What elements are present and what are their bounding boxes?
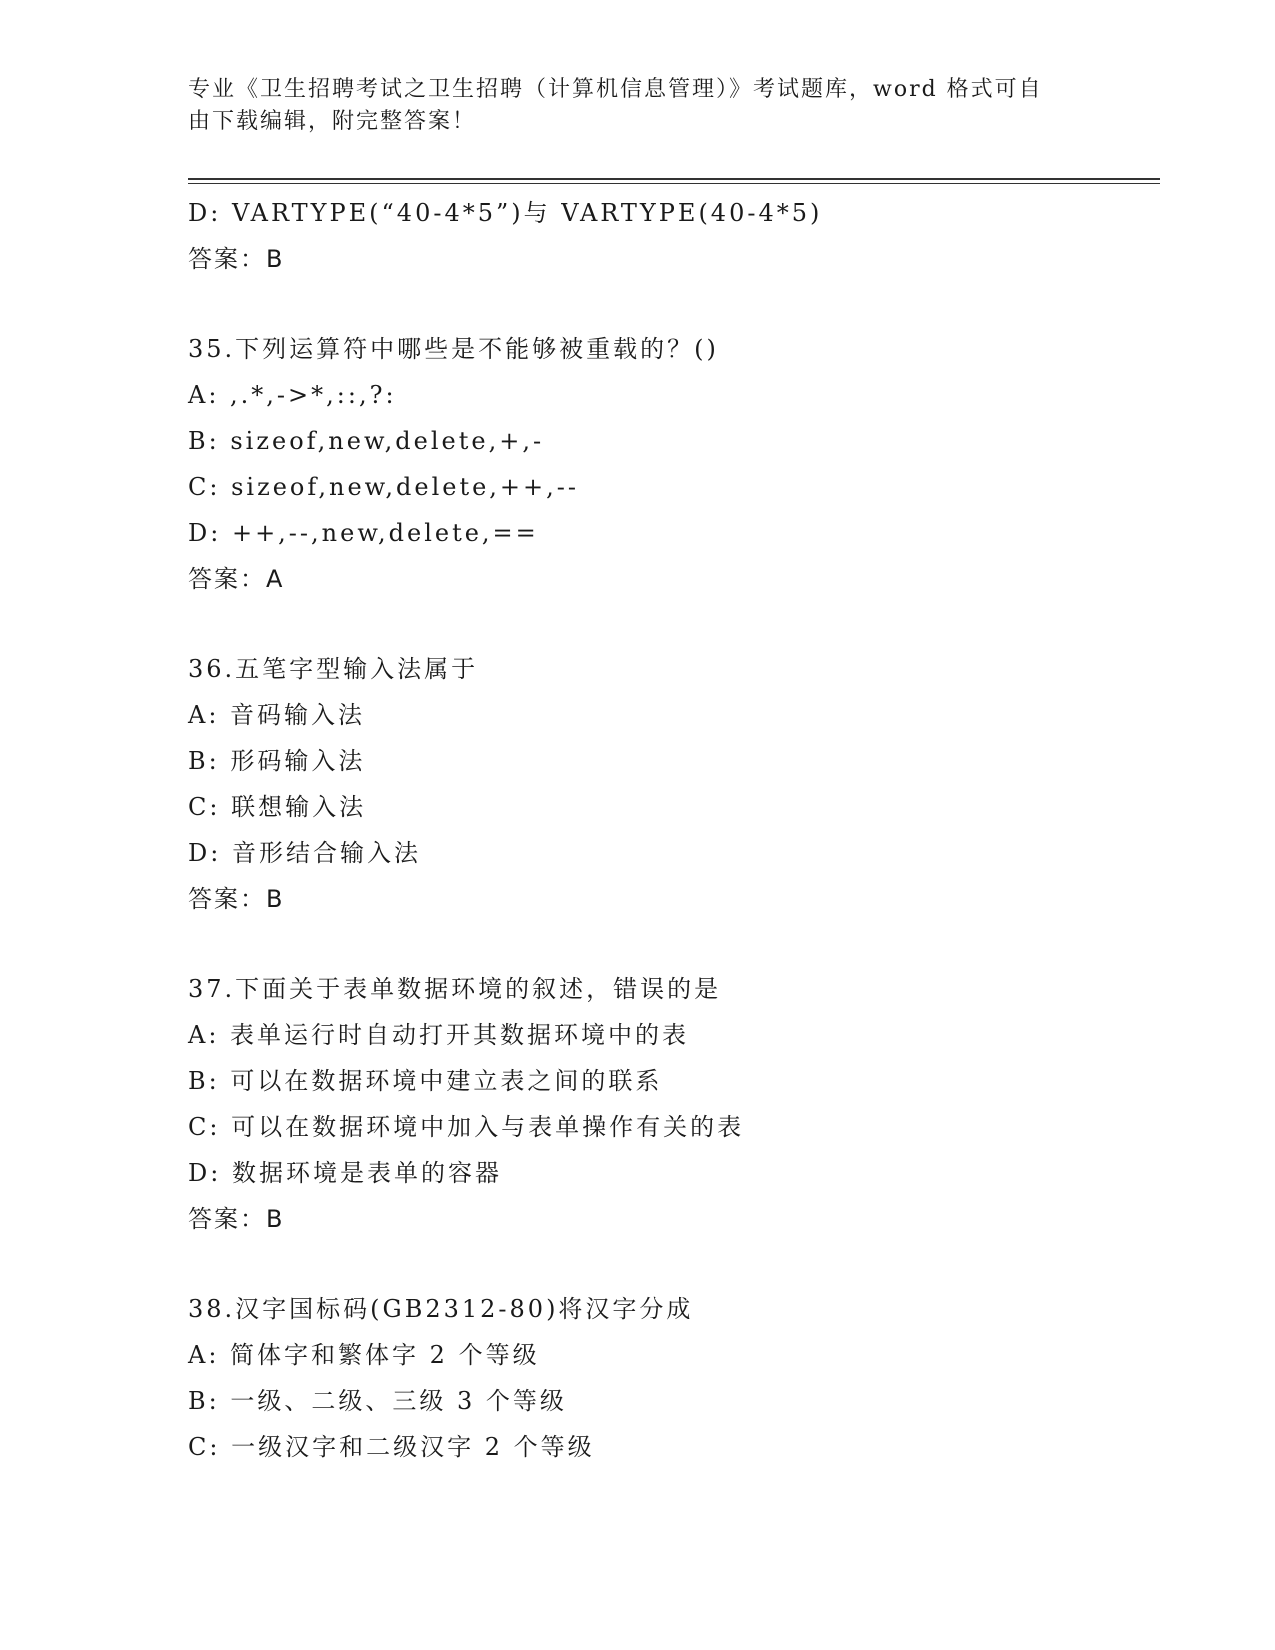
answer-line: 答案：A xyxy=(188,565,285,593)
header-line-1: 专业《卫生招聘考试之卫生招聘（计算机信息管理）》考试题库，word 格式可自 xyxy=(188,77,1043,102)
question-stem: 36.五笔字型输入法属于 xyxy=(188,655,479,683)
previous-question-tail xyxy=(188,190,1148,282)
answer-line: 答案：B xyxy=(188,1205,285,1233)
question-stem: 37.下面关于表单数据环境的叙述，错误的是 xyxy=(188,975,722,1003)
header-line-2: 由下载编辑，附完整答案！ xyxy=(188,109,477,134)
option-c: C: 联想输入法 xyxy=(188,793,367,821)
option-b: B: 形码输入法 xyxy=(188,747,366,775)
option-d: D: ++,--,new,delete,== xyxy=(188,519,539,547)
option-c: C: sizeof,new,delete,++,-- xyxy=(188,473,579,501)
answer-line: 答案：B xyxy=(188,885,285,913)
option-d: D: VARTYPE(“40-4*5”)与 VARTYPE(40-4*5) xyxy=(188,199,823,227)
option-a: A: ,.*,->*,::,?: xyxy=(188,381,397,409)
question-36 xyxy=(188,646,1148,922)
option-b: B: 可以在数据环境中建立表之间的联系 xyxy=(188,1067,663,1095)
document-header xyxy=(188,74,1088,138)
option-a: A: 表单运行时自动打开其数据环境中的表 xyxy=(188,1021,690,1049)
question-list xyxy=(188,190,1148,1470)
option-c: C: 一级汉字和二级汉字 2 个等级 xyxy=(188,1433,595,1461)
question-stem: 35.下列运算符中哪些是不能够被重载的？() xyxy=(188,335,719,363)
option-c: C: 可以在数据环境中加入与表单操作有关的表 xyxy=(188,1113,745,1141)
option-d: D: 数据环境是表单的容器 xyxy=(188,1159,502,1187)
answer-line: 答案：B xyxy=(188,245,285,273)
question-38 xyxy=(188,1286,1148,1470)
question-37 xyxy=(188,966,1148,1242)
question-35 xyxy=(188,326,1148,602)
option-a: A: 简体字和繁体字 2 个等级 xyxy=(188,1341,540,1369)
header-rule-thin xyxy=(188,183,1160,184)
option-d: D: 音形结合输入法 xyxy=(188,839,421,867)
option-a: A: 音码输入法 xyxy=(188,701,366,729)
option-b: B: 一级、二级、三级 3 个等级 xyxy=(188,1387,567,1415)
option-b: B: sizeof,new,delete,+,- xyxy=(188,427,545,455)
header-rule-thick xyxy=(188,178,1160,180)
question-stem: 38.汉字国标码(GB2312-80)将汉字分成 xyxy=(188,1295,694,1323)
